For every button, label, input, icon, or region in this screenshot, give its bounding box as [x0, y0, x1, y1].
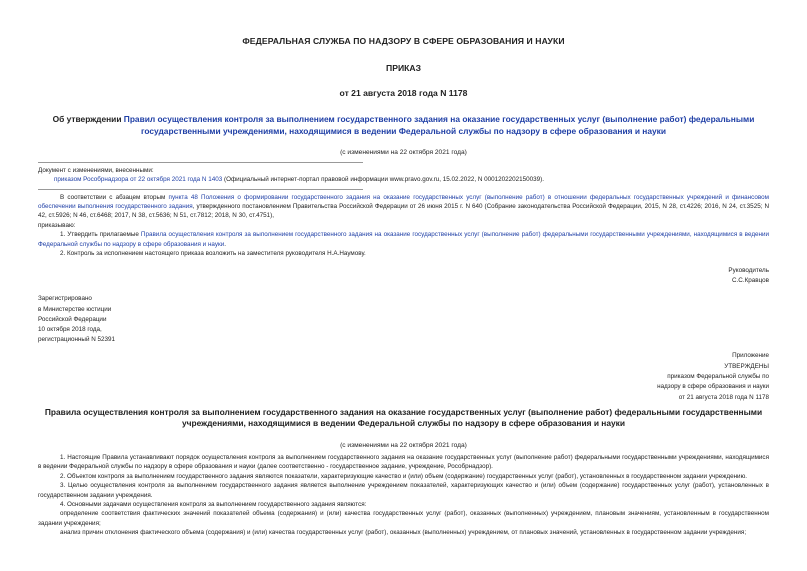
- divider: [38, 189, 363, 190]
- document-subject: [38, 113, 769, 137]
- approval-line: Приложение: [732, 352, 769, 360]
- registration-line: регистрационный N 52391: [38, 336, 116, 344]
- amendment-order-link[interactable]: приказом Рособрнадзора от 22 октября 2021 года N 1403: [54, 176, 223, 184]
- signer-role: Руководитель: [728, 267, 769, 275]
- regulation-link[interactable]: пункта 48 Положения о формировании государственного задания на оказание государственных услуг (выполнение работ) в отношении федеральных государственных учреждений и финансовом обеспечении выполнения государственного задания: [38, 193, 769, 210]
- registration-line: 10 октября 2018 года,: [38, 326, 102, 334]
- preamble-text: В соответствии с абзацем вторым: [60, 193, 169, 201]
- registration-line: в Министерстве юстиции: [38, 305, 112, 313]
- rules-body: [38, 453, 769, 538]
- item1-end: .: [224, 240, 227, 248]
- order-item-2: 2. Контроль за исполнением настоящего приказа возложить на заместителя руководителя Н.А.Наумову.: [60, 250, 366, 258]
- changes-note: (с изменениями на 22 октября 2021 года): [340, 149, 467, 156]
- registration-block: [38, 294, 769, 345]
- preamble-text-end: , утвержденного постановлением Правительства Российской Федерации от 26 июня 2015 г. N 640 (Собрание законодательства Российской Федерации, 2015, N 28, ст.4226; 2016, N 24, ст.3525; N 42, ст.5926; N 46, ст.6468; 2017, N 38, ст.5636; N 51, ст.7812; 2018, N 30, ст.4751),: [38, 203, 769, 220]
- rules-link[interactable]: Правил осуществления контроля за выполнением государственного задания на оказание государственных услуг (выполнение работ) федеральными государственными учреждениями, находящимися в ведении Федеральной службы по надзору в сфере образования и науки: [123, 114, 755, 136]
- rules-paragraph: 1. Настоящие Правила устанавливают порядок осуществления контроля за выполнением государственного задания на оказание государственных услуг (выполнение работ) федеральными государственными учреждениями, находящимися в ведении Федеральной службы по надзору в сфере образования и науки (далее соответственно - государственное задание, учреждение, Рособрнадзор).: [38, 453, 769, 471]
- amendments-label: Документ с изменениями, внесенными:: [38, 167, 154, 174]
- signer-name: С.С.Кравцов: [732, 277, 769, 285]
- subject-prefix: Об утверждении: [52, 114, 124, 124]
- amendments-entry: [38, 175, 769, 184]
- amendments-block: [38, 166, 769, 185]
- rules-paragraph: анализ причин отклонения фактического объема (содержания) и (или) качества государственных услуг (работ), оказанных (выполненных) учреждением, от плановых значений, установленных в государственном задании учреждения;: [60, 529, 747, 537]
- rules-changes-note: (с изменениями на 22 октября 2021 года): [340, 441, 467, 449]
- registration-line: Зарегистрировано: [38, 295, 92, 303]
- approval-line: УТВЕРЖДЕНЫ: [724, 362, 769, 370]
- approved-rules-link[interactable]: Правила осуществления контроля за выполнением государственного задания на оказание государственных услуг (выполнение работ) федеральными государственными учреждениями, находящимися в ведении Федеральной службы по надзору в сфере образования и науки: [38, 231, 770, 248]
- rules-title: Правила осуществления контроля за выполнением государственного задания на оказание государственных услуг (выполнение работ) федеральными государственными учреждениями, находящимися в ведении Федеральной службы по надзору в сфере образования и науки: [44, 406, 763, 429]
- document-type: ПРИКАЗ: [386, 63, 421, 73]
- approval-line: приказом Федеральной службы по: [667, 373, 769, 381]
- divider: [38, 162, 363, 163]
- signature-block: [38, 266, 769, 286]
- agency-name: ФЕДЕРАЛЬНАЯ СЛУЖБА ПО НАДЗОРУ В СФЕРЕ ОБРАЗОВАНИЯ И НАУКИ: [242, 36, 565, 46]
- approval-line: от 21 августа 2018 года N 1178: [678, 393, 769, 401]
- order-body: [38, 193, 769, 259]
- approval-line: надзору в сфере образования и науки: [657, 383, 769, 391]
- registration-line: Российской Федерации: [38, 315, 107, 323]
- rules-paragraph: 4. Основными задачами осуществления контроля за выполнением государственного задания являются:: [60, 500, 367, 508]
- rules-paragraph: 3. Целью осуществления контроля за выполнением государственного задания является выполнение учреждением показателей, характеризующих качество и (или) объем (содержание) государственных услуг (работ), установленных в государственном задании учреждения.: [38, 482, 769, 499]
- order-item-1: [38, 230, 769, 249]
- document-date: от 21 августа 2018 года N 1178: [339, 88, 468, 98]
- approval-block: [38, 351, 769, 402]
- order-preamble: [38, 193, 769, 221]
- item1-text: 1. Утвердить прилагаемые: [60, 231, 141, 239]
- rules-paragraph: определение соответствия фактических значений показателей объема (содержания) и (или) качества государственных услуг (работ), оказанных (выполненных) учреждением, плановым значениям, установленным в государственном задании учреждения;: [38, 510, 769, 527]
- rules-paragraph: 2. Объектом контроля за выполнением государственного задания являются показатели, характеризующие качество и (или) объем (содержание) государственных услуг (работ), установленных в государственном задании учреждению.: [60, 472, 748, 480]
- order-verb: приказываю:: [38, 221, 76, 229]
- amendment-source: (Официальный интернет-портал правовой информации www.pravo.gov.ru, 15.02.2022, N 0001202202150039).: [222, 176, 544, 184]
